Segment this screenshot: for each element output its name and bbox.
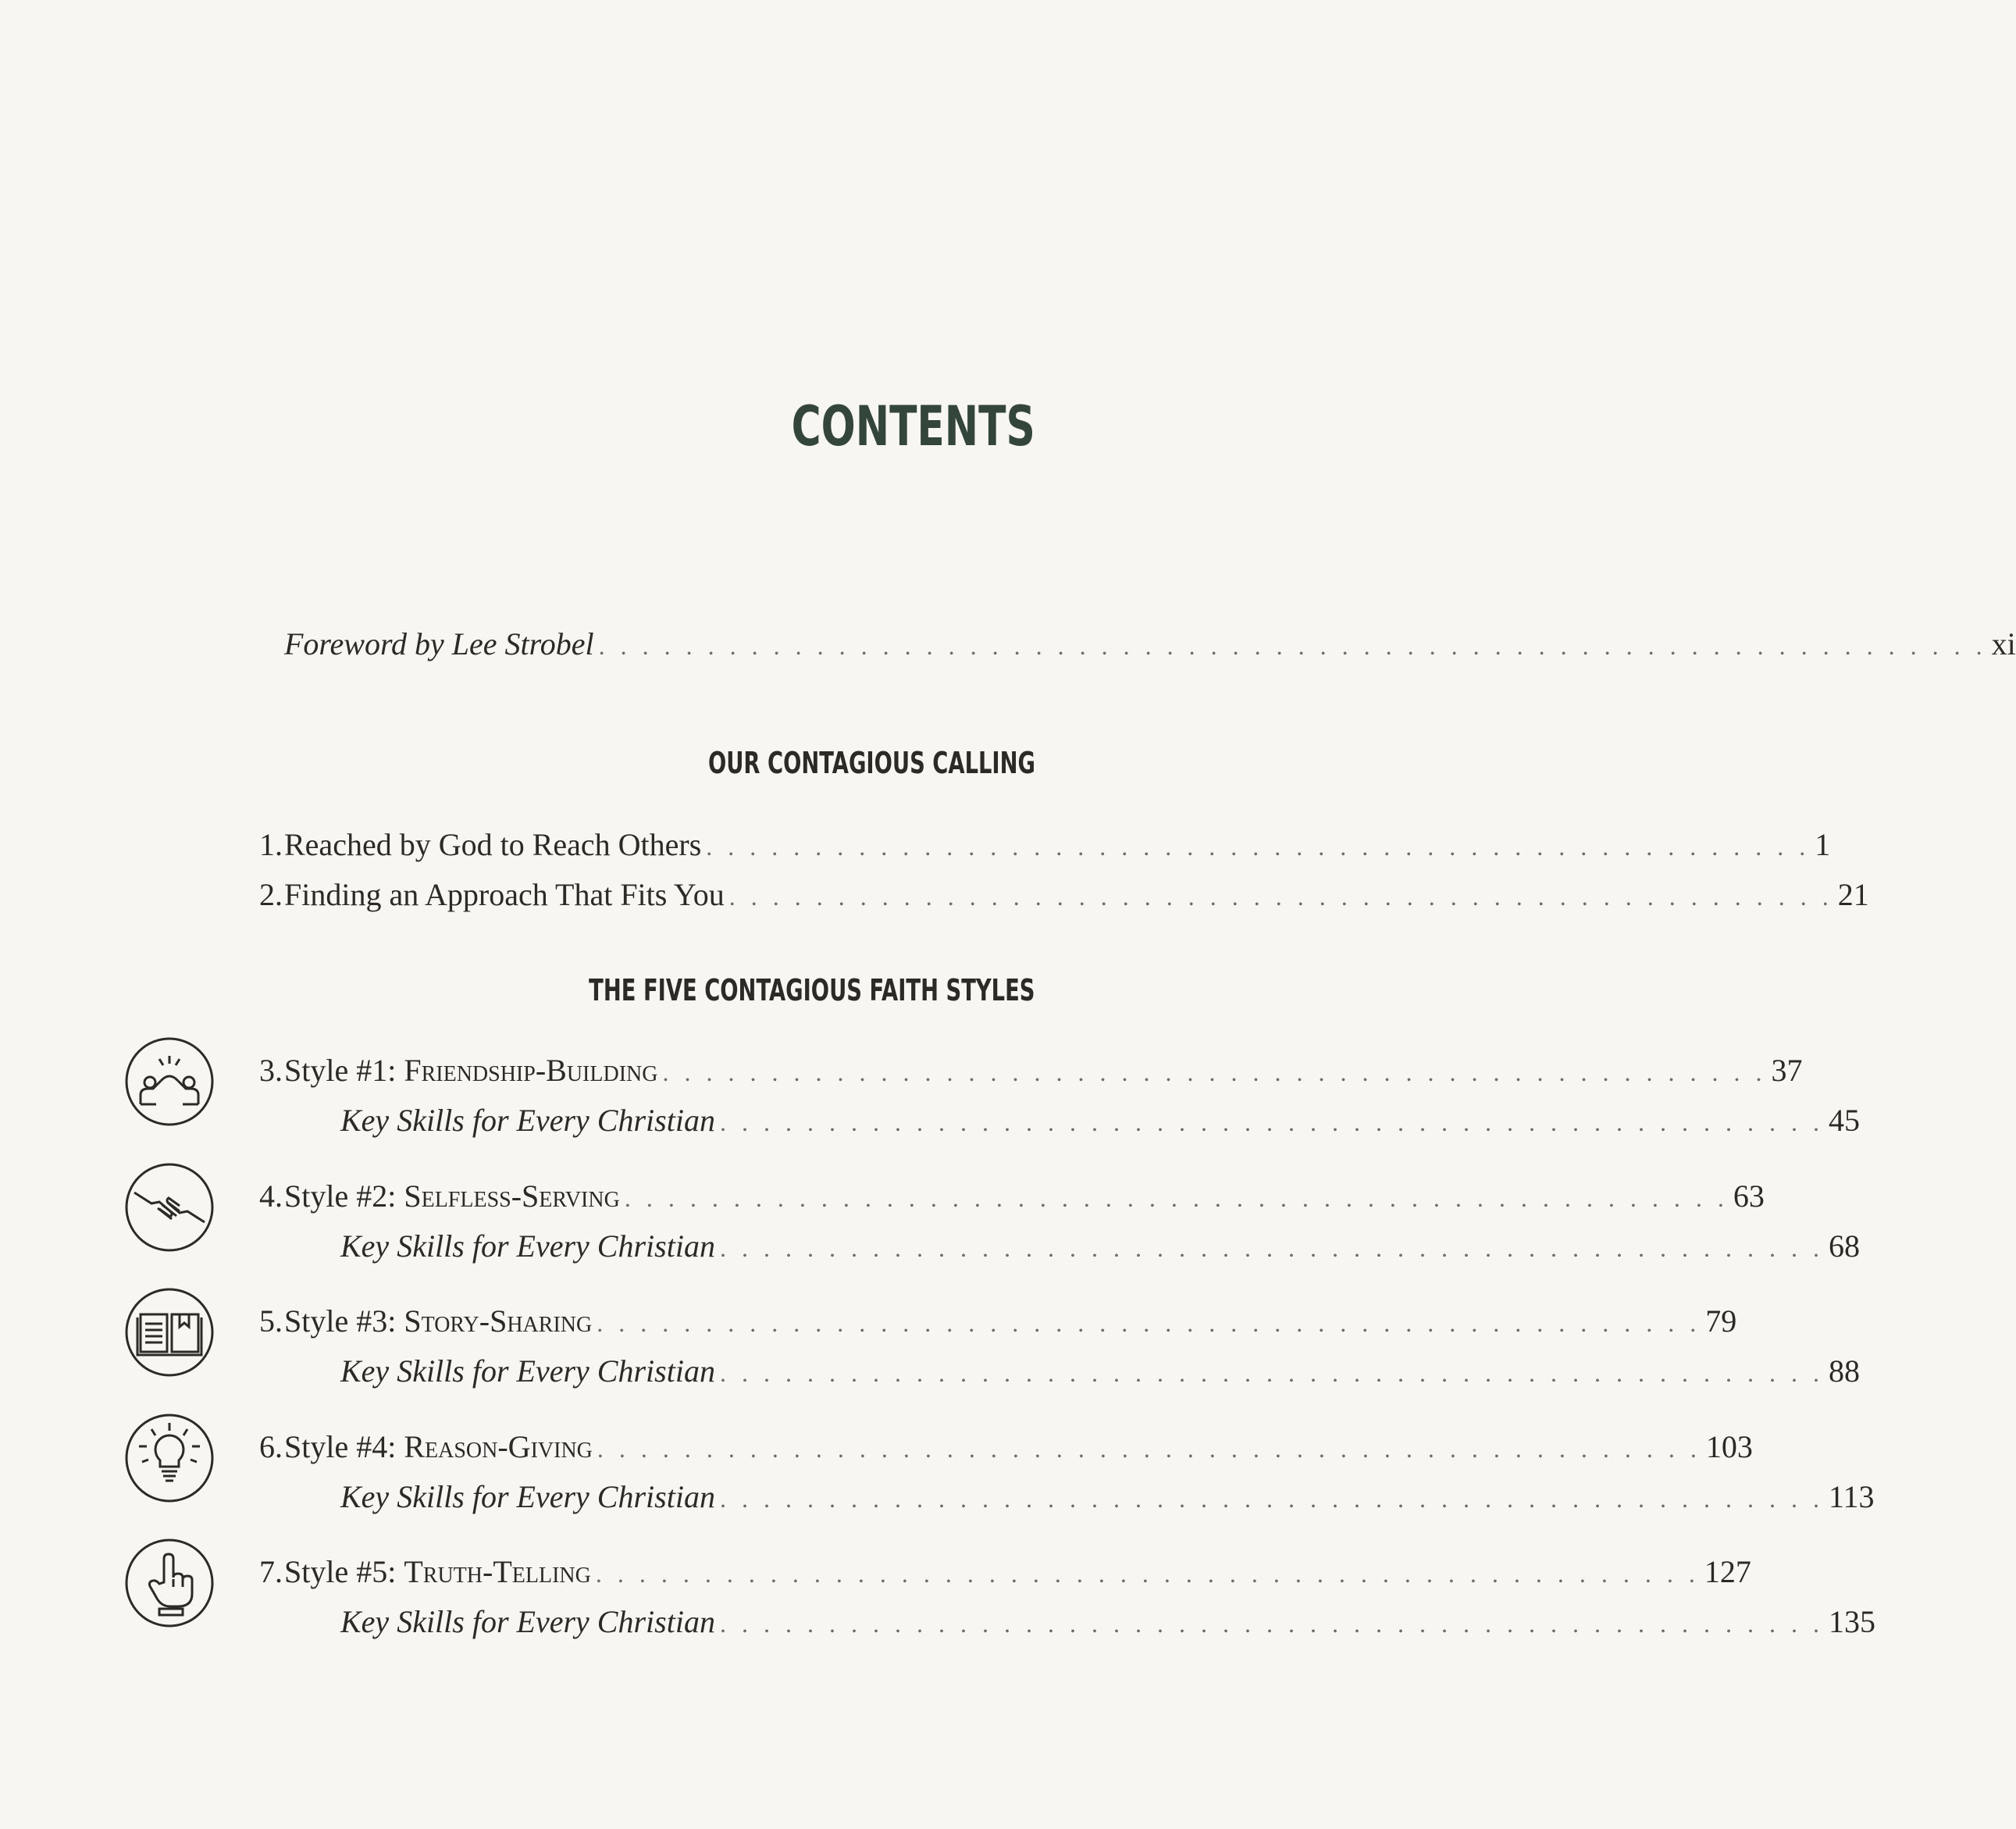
dot-leader: . . . . . . . . . . . . . . . . . . . . . . . . . . . . . . . . . . . . . . . . . . . . . . . . . . .	[662, 1058, 1767, 1086]
toc-subentry[interactable]	[234, 1225, 1860, 1268]
toc-subentry[interactable]	[234, 1099, 1860, 1143]
open-book-icon	[123, 1286, 215, 1378]
toc-page-number: 103	[1705, 1429, 1753, 1464]
chapter-number: 5.	[259, 1303, 283, 1339]
toc-page-number: 68	[1828, 1228, 1860, 1264]
toc-label: Key Skills for Every Christian	[340, 1228, 715, 1264]
dot-leader: . . . . . . . . . . . . . . . . . . . . . . . . . . . . . . . . . . . . . . . . . . . . . . . . . . .	[719, 1359, 1824, 1387]
style-prefix: Style #2:	[284, 1178, 404, 1214]
toc-label: Reached by God to Reach Others	[284, 827, 702, 862]
toc-page-number: 127	[1704, 1554, 1751, 1589]
toc-page-number: 88	[1828, 1353, 1860, 1389]
chapter-number: 7.	[259, 1554, 283, 1589]
chapter-number: 4.	[259, 1178, 283, 1214]
page-title: CONTENTS	[791, 394, 1035, 458]
section-heading: OUR CONTAGIOUS CALLING	[707, 746, 1035, 780]
lightbulb-icon	[123, 1412, 215, 1504]
pointing-hand-icon	[123, 1537, 215, 1629]
toc-page-number: 45	[1828, 1103, 1860, 1138]
friendship-icon	[123, 1036, 215, 1128]
style-name: Reason-Giving	[404, 1429, 593, 1464]
style-name: Story-Sharing	[404, 1303, 593, 1339]
chapter-number: 2.	[259, 877, 283, 912]
style-prefix: Style #3:	[284, 1303, 404, 1339]
toc-entry[interactable]	[234, 1425, 1753, 1469]
dot-leader: . . . . . . . . . . . . . . . . . . . . . . . . . . . . . . . . . . . . . . . . . . . . . . . . . . .	[706, 832, 1811, 861]
style-name: Selfless-Serving	[404, 1178, 620, 1214]
dot-leader: . . . . . . . . . . . . . . . . . . . . . . . . . . . . . . . . . . . . . . . . . . . . . . . . . . .	[719, 1610, 1824, 1638]
toc-label: Key Skills for Every Christian	[340, 1479, 715, 1514]
helping-hands-icon	[123, 1161, 215, 1253]
chapter-number: 6.	[259, 1429, 283, 1464]
toc-page-number: xi	[1991, 626, 2016, 661]
chapter-number: 1.	[259, 827, 283, 862]
toc-entry-foreword[interactable]	[234, 622, 2016, 666]
style-name: Friendship-Building	[404, 1053, 658, 1088]
toc-entry[interactable]	[234, 1175, 1765, 1218]
style-prefix: Style #1:	[284, 1053, 404, 1088]
dot-leader: . . . . . . . . . . . . . . . . . . . . . . . . . . . . . . . . . . . . . . . . . . . . . . . . . . .	[624, 1184, 1729, 1212]
dot-leader: . . . . . . . . . . . . . . . . . . . . . . . . . . . . . . . . . . . . . . . . . . . . . . . . . . .	[595, 1560, 1700, 1588]
dot-leader: . . . . . . . . . . . . . . . . . . . . . . . . . . . . . . . . . . . . . . . . . . . . . . . . . . .	[719, 1485, 1824, 1513]
toc-subentry[interactable]	[234, 1475, 1875, 1519]
toc-entry[interactable]	[234, 1550, 1751, 1594]
dot-leader: . . . . . . . . . . . . . . . . . . . . . . . . . . . . . . . . . . . . . . . . . . . . . . . . . . .	[728, 882, 1833, 911]
toc-page-number: 135	[1828, 1604, 1875, 1639]
toc-page-number: 21	[1837, 877, 1869, 912]
style-prefix: Style #5:	[284, 1554, 404, 1589]
toc-entry[interactable]	[234, 873, 1869, 917]
style-prefix: Style #4:	[284, 1429, 404, 1464]
chapter-number: 3.	[259, 1053, 283, 1088]
dot-leader: . . . . . . . . . . . . . . . . . . . . . . . . . . . . . . . . . . . . . . . . . . . . . . . . . . . . . . . . . . . . . . . .	[598, 632, 1987, 660]
toc-page-number: 1	[1815, 827, 1831, 862]
toc-page-number: 113	[1828, 1479, 1875, 1514]
toc-label: Key Skills for Every Christian	[340, 1353, 715, 1389]
toc-label: Key Skills for Every Christian	[340, 1103, 715, 1138]
toc-subentry[interactable]	[234, 1349, 1860, 1393]
toc-page-number: 37	[1771, 1053, 1803, 1088]
toc-page-number: 79	[1705, 1303, 1737, 1339]
toc-subentry[interactable]	[234, 1600, 1875, 1644]
section-heading: THE FIVE CONTAGIOUS FAITH STYLES	[589, 973, 1035, 1007]
toc-page-number: 63	[1733, 1178, 1765, 1214]
dot-leader: . . . . . . . . . . . . . . . . . . . . . . . . . . . . . . . . . . . . . . . . . . . . . . . . . . .	[719, 1234, 1824, 1262]
dot-leader: . . . . . . . . . . . . . . . . . . . . . . . . . . . . . . . . . . . . . . . . . . . . . . . . . . .	[597, 1435, 1701, 1463]
style-name: Truth-Telling	[404, 1554, 591, 1589]
dot-leader: . . . . . . . . . . . . . . . . . . . . . . . . . . . . . . . . . . . . . . . . . . . . . . . . . . .	[719, 1108, 1824, 1136]
dot-leader: . . . . . . . . . . . . . . . . . . . . . . . . . . . . . . . . . . . . . . . . . . . . . . . . . . .	[597, 1309, 1701, 1337]
toc-entry[interactable]	[234, 1300, 1737, 1343]
toc-label: Finding an Approach That Fits You	[284, 877, 725, 912]
toc-label: Foreword by Lee Strobel	[284, 626, 594, 661]
toc-entry[interactable]	[234, 1049, 1803, 1093]
toc-entry[interactable]	[234, 823, 1831, 867]
toc-label: Key Skills for Every Christian	[340, 1604, 715, 1639]
